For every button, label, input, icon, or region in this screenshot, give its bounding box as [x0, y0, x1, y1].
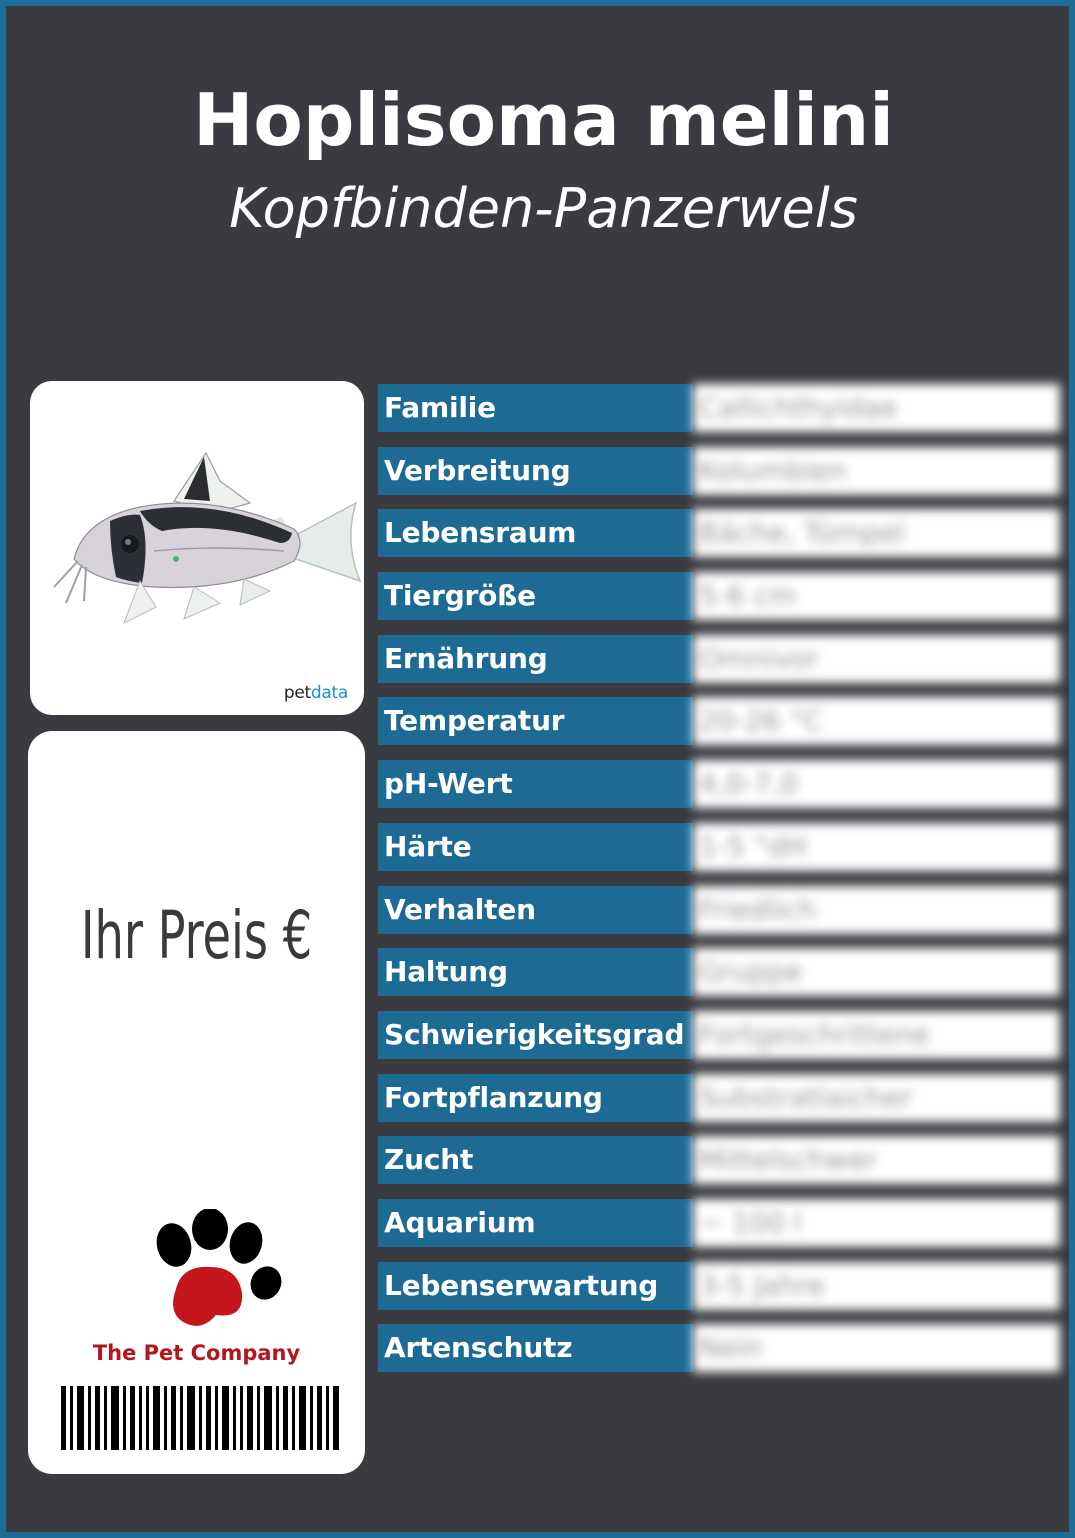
fact-value: Substratlaicher: [693, 1074, 1060, 1122]
fact-value: Gruppe: [693, 948, 1060, 996]
price-card: [28, 731, 365, 1474]
fact-label: Verbreitung: [378, 447, 693, 495]
fact-label: Zucht: [378, 1136, 693, 1184]
fact-value: 4,0-7,0: [693, 760, 1060, 808]
fact-row: [378, 948, 1060, 996]
fact-row: [378, 635, 1060, 683]
fish-image: [44, 441, 364, 631]
fact-value: ~ 100 l: [693, 1199, 1060, 1247]
paw-print-icon: [146, 1209, 286, 1339]
fact-row: [378, 1262, 1060, 1310]
fact-row: [378, 572, 1060, 620]
fact-label: Lebensraum: [378, 509, 693, 557]
page-title: Hoplisoma melini: [193, 78, 894, 162]
fact-label: Artenschutz: [378, 1324, 693, 1372]
fact-value: 3-5 Jahre: [693, 1262, 1060, 1310]
fact-value: Nein: [693, 1324, 1060, 1372]
fact-label: Familie: [378, 384, 693, 432]
fact-label: Schwierigkeitsgrad: [378, 1011, 693, 1059]
fact-label: Fortpflanzung: [378, 1074, 693, 1122]
fact-label: Temperatur: [378, 697, 693, 745]
fact-row: [378, 1136, 1060, 1184]
fact-label: Härte: [378, 823, 693, 871]
page-subtitle: Kopfbinden-Panzerwels: [229, 177, 858, 240]
fact-row: [378, 697, 1060, 745]
fact-value: Friedlich: [693, 886, 1060, 934]
fact-label: Verhalten: [378, 886, 693, 934]
fact-value: Fortgeschrittene: [693, 1011, 1060, 1059]
fact-value: Callichthyidae: [693, 384, 1060, 432]
fact-row: [378, 886, 1060, 934]
fish-photo-card: [30, 381, 364, 715]
fact-value: Kolumbien: [693, 447, 1060, 495]
fact-label: Aquarium: [378, 1199, 693, 1247]
fact-value: Bäche, Tümpel: [693, 509, 1060, 557]
fact-row: [378, 760, 1060, 808]
fact-value: Mittelschwer: [693, 1136, 1060, 1184]
fact-value: 1-5 °dH: [693, 823, 1060, 871]
fact-row: [378, 1011, 1060, 1059]
fact-row: [378, 1199, 1060, 1247]
fact-row: [378, 1324, 1060, 1372]
fact-row: [378, 823, 1060, 871]
fact-row: [378, 447, 1060, 495]
price-label: Ihr Preis €: [80, 897, 313, 974]
petdata-watermark: petdata: [283, 683, 348, 703]
fact-row: [378, 1074, 1060, 1122]
fact-row: [378, 384, 1060, 432]
facts-table: [378, 384, 1060, 1387]
fact-value: Omnivor: [693, 635, 1060, 683]
fact-value: 5-6 cm: [693, 572, 1060, 620]
barcode-icon: [61, 1386, 339, 1450]
fact-row: [378, 509, 1060, 557]
fact-label: Tiergröße: [378, 572, 693, 620]
company-name: The Pet Company: [92, 1341, 301, 1365]
fact-label: Haltung: [378, 948, 693, 996]
fact-label: Ernährung: [378, 635, 693, 683]
fact-label: pH-Wert: [378, 760, 693, 808]
fact-label: Lebenserwartung: [378, 1262, 693, 1310]
fact-value: 20-26 °C: [693, 697, 1060, 745]
